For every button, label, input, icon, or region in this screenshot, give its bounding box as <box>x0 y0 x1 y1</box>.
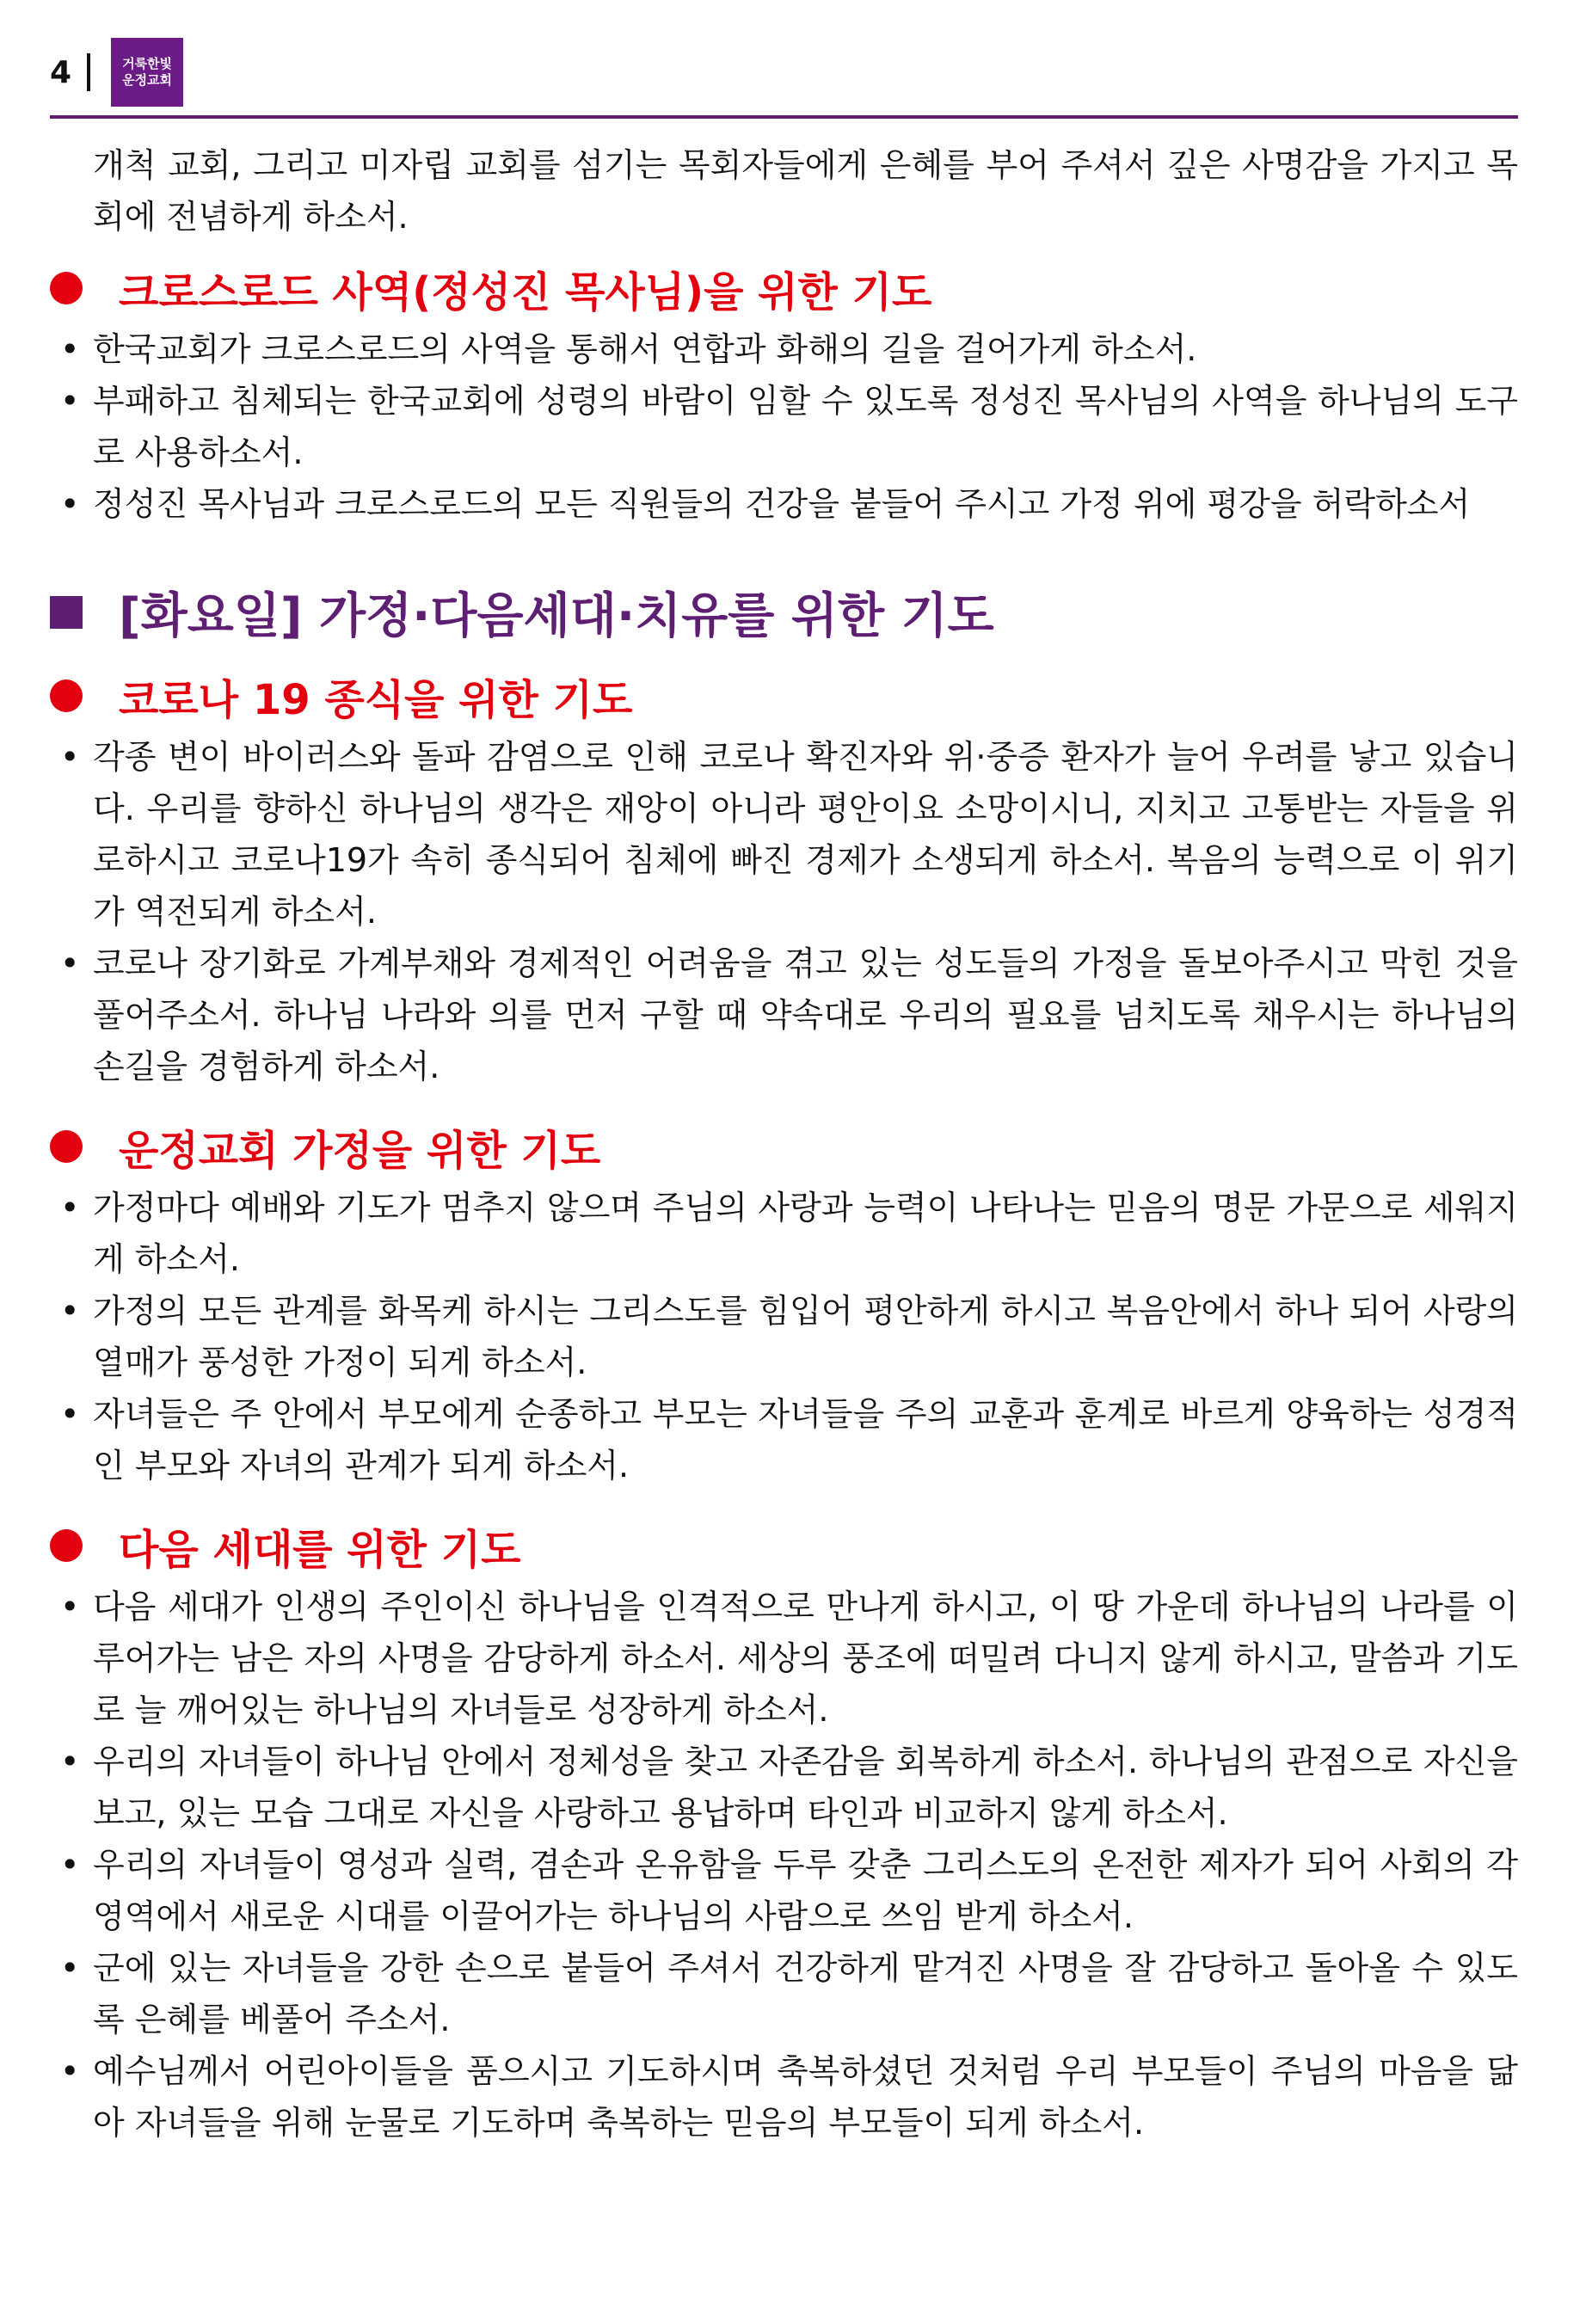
purple-square-icon <box>50 596 83 629</box>
church-logo <box>111 38 183 107</box>
list-item-text: 우리의 자녀들이 영성과 실력, 겸손과 온유함을 두루 갖춘 그리스도의 온전한 제자가 되어 사회의 각 영역에서 새로운 시대를 이끌어가는 하나님의 사람으로 쓰임 받게 하소서. <box>93 1846 1518 1935</box>
header-divider <box>87 53 90 91</box>
list-item-text: 한국교회가 크로스로드의 사역을 통해서 연합과 화해의 길을 걸어가게 하소서. <box>93 330 1197 368</box>
list-item <box>50 478 1518 530</box>
list-item-text: 정성진 목사님과 크로스로드의 모든 직원들의 건강을 붙들어 주시고 가정 위에 평강을 허락하소서 <box>93 485 1471 523</box>
nextgen-list <box>50 1581 1518 2149</box>
list-item-text: 가정마다 예배와 기도가 멈추지 않으며 주님의 사랑과 능력이 나타나는 믿음의 명문 가문으로 세워지게 하소서. <box>93 1189 1518 1278</box>
list-item <box>50 1736 1518 1839</box>
page-number: 4 <box>50 54 72 90</box>
list-item <box>50 375 1518 478</box>
section-title: 코로나 19 종식을 위한 기도 <box>119 675 633 724</box>
bullet-icon: • <box>60 1189 80 1227</box>
list-item-text: 부패하고 침체되는 한국교회에 성령의 바람이 임할 수 있도록 정성진 목사님의 사역을 하나님의 도구로 사용하소서. <box>93 382 1518 471</box>
red-bullet-icon <box>50 1130 83 1163</box>
list-item <box>50 2045 1518 2149</box>
list-item <box>50 1182 1518 1285</box>
crossroad-list <box>50 323 1518 530</box>
list-item-text: 자녀들은 주 안에서 부모에게 순종하고 부모는 자녀들을 주의 교훈과 훈계로 바르게 양육하는 성경적인 부모와 자녀의 관계가 되게 하소서. <box>93 1395 1518 1485</box>
list-item-text: 코로나 장기화로 가계부채와 경제적인 어려움을 겪고 있는 성도들의 가정을 돌보아주시고 막힌 것을 풀어주소서. 하나님 나라와 의를 먼저 구할 때 약속대로 우리의 필요를 넘치도록 채우시는 하나님의 손길을 경험하게 하소서. <box>93 944 1518 1085</box>
list-item <box>50 938 1518 1092</box>
intro-paragraph: 개척 교회, 그리고 미자립 교회를 섬기는 목회자들에게 은혜를 부어 주셔서 깊은 사명감을 가지고 목회에 전념하게 하소서. <box>93 146 1518 236</box>
section-heading-family <box>50 1116 1518 1177</box>
bullet-icon: • <box>60 738 80 776</box>
page-header <box>50 38 183 107</box>
red-bullet-icon <box>50 679 83 712</box>
family-list <box>50 1182 1518 1491</box>
bullet-icon: • <box>60 330 80 368</box>
list-item-text: 군에 있는 자녀들을 강한 손으로 붙들어 주셔서 건강하게 맡겨진 사명을 잘 감당하고 돌아올 수 있도록 은혜를 베풀어 주소서. <box>93 1949 1518 2038</box>
bullet-icon: • <box>60 1292 80 1330</box>
corona-list <box>50 731 1518 1092</box>
logo-line2: 운정교회 <box>122 72 173 88</box>
logo-line1: 거룩한빛 <box>122 56 173 71</box>
header-rule <box>50 115 1518 119</box>
section-heading-crossroad <box>50 258 1518 318</box>
list-item <box>50 1942 1518 2045</box>
bullet-icon: • <box>60 2052 80 2090</box>
list-item-text: 다음 세대가 인생의 주인이신 하나님을 인격적으로 만나게 하시고, 이 땅 가운데 하나님의 나라를 이루어가는 남은 자의 사명을 감당하게 하소서. 세상의 풍조에 떠밀려 다니지 않게 하시고, 말씀과 기도로 늘 깨어있는 하나님의 자녀들로 성장하게 하소서. <box>93 1588 1518 1729</box>
bullet-icon: • <box>60 1949 80 1987</box>
list-item <box>50 1581 1518 1736</box>
list-item <box>50 1285 1518 1388</box>
section-title: 크로스로드 사역(정성진 목사님)을 위한 기도 <box>119 267 932 317</box>
day-heading-tuesday <box>50 578 1518 647</box>
day-title: [화요일] 가정·다음세대·치유를 위한 기도 <box>119 588 994 644</box>
section-title: 운정교회 가정을 위한 기도 <box>119 1126 601 1175</box>
red-bullet-icon <box>50 1529 83 1562</box>
list-item-text: 가정의 모든 관계를 화목케 하시는 그리스도를 힘입어 평안하게 하시고 복음안에서 하나 되어 사랑의 열매가 풍성한 가정이 되게 하소서. <box>93 1292 1518 1381</box>
bullet-icon: • <box>60 382 80 420</box>
bullet-icon: • <box>60 1846 80 1884</box>
section-heading-corona <box>50 666 1518 726</box>
red-bullet-icon <box>50 272 83 304</box>
list-item <box>50 1839 1518 1942</box>
section-title: 다음 세대를 위한 기도 <box>119 1525 521 1574</box>
list-item <box>50 731 1518 938</box>
bullet-icon: • <box>60 1395 80 1433</box>
list-item-text: 우리의 자녀들이 하나님 안에서 정체성을 찾고 자존감을 회복하게 하소서. 하나님의 관점으로 자신을 보고, 있는 모습 그대로 자신을 사랑하고 용납하며 타인과 비교하지 않게 하소서. <box>93 1743 1518 1832</box>
list-item-text: 예수님께서 어린아이들을 품으시고 기도하시며 축복하셨던 것처럼 우리 부모들이 주님의 마음을 닮아 자녀들을 위해 눈물로 기도하며 축복하는 믿음의 부모들이 되게 하소서. <box>93 2052 1518 2142</box>
list-item <box>50 1388 1518 1491</box>
bullet-icon: • <box>60 944 80 982</box>
bullet-icon: • <box>60 1588 80 1626</box>
list-item <box>50 323 1518 375</box>
section-heading-nextgen <box>50 1516 1518 1576</box>
list-item-text: 각종 변이 바이러스와 돌파 감염으로 인해 코로나 확진자와 위·중증 환자가 늘어 우려를 낳고 있습니다. 우리를 향하신 하나님의 생각은 재앙이 아니라 평안이요 소망이시니, 지치고 고통받는 자들을 위로하시고 코로나19가 속히 종식되어 침체에 빠진 경제가 소생되게 하소서. 복음의 능력으로 이 위기가 역전되게 하소서. <box>93 738 1518 931</box>
bullet-icon: • <box>60 1743 80 1780</box>
bullet-icon: • <box>60 485 80 523</box>
document-body <box>50 139 1518 2149</box>
